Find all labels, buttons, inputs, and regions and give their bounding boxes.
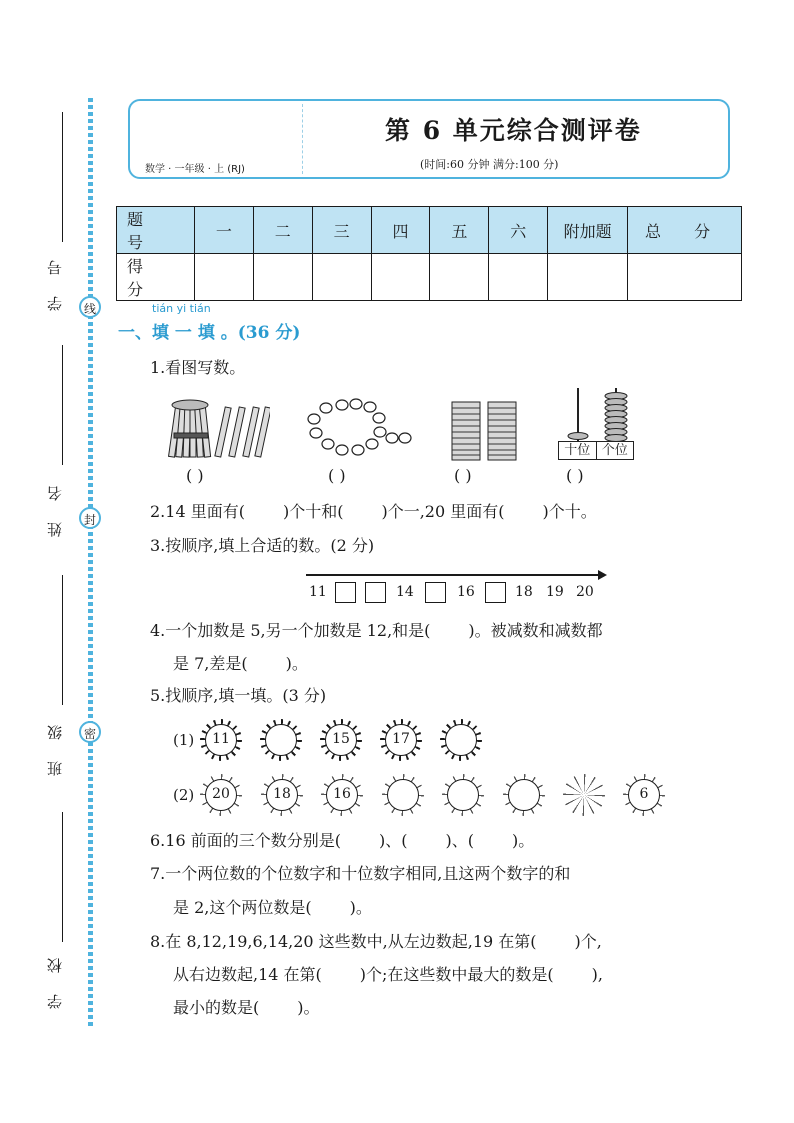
q6-text-2: )、(	[378, 831, 408, 850]
q5-row2-label: (2)	[173, 786, 195, 804]
time-info: (时间:60 分钟 满分:100 分)	[420, 158, 559, 171]
nl-blank-box[interactable]	[335, 582, 356, 603]
q8-line-3	[173, 995, 320, 1018]
flower[interactable]	[382, 774, 424, 816]
section-pinyin: tián yi tián	[152, 302, 211, 315]
name-label: 姓 名	[46, 478, 64, 538]
score-table	[116, 206, 742, 301]
nl-num-14: 14	[396, 584, 414, 600]
q8-text-1: 8.在 8,12,19,6,14,20 这些数中,从左边数起,19 在第(	[150, 932, 537, 951]
flower-number: 20	[205, 779, 237, 811]
subject-label: 数学 · 一年级 · 上 (RJ)	[145, 164, 245, 175]
flower-number: 18	[266, 779, 298, 811]
flower-number: 11	[205, 724, 237, 756]
q1-answer-blank-2[interactable]: ( )	[328, 466, 346, 485]
abacus-labels	[558, 441, 634, 460]
nl-num-16: 16	[457, 584, 475, 600]
col-total: 总 分	[628, 207, 742, 254]
q2-text-4: )个十。	[542, 502, 597, 521]
flower[interactable]	[503, 774, 545, 816]
col-6: 六	[489, 207, 548, 254]
q6-text-3: )、(	[445, 831, 474, 850]
score-cell[interactable]	[371, 254, 430, 301]
q8-text-5: ),	[591, 965, 603, 984]
nl-num-20: 20	[576, 584, 594, 600]
score-cell[interactable]	[253, 254, 312, 301]
score-cell[interactable]	[312, 254, 371, 301]
q7-line-1: 7.一个两位数的个位数字和十位数字相同,且这两个数字的和	[150, 864, 571, 883]
col-2: 二	[253, 207, 312, 254]
q5-text: 5.找顺序,填一填。(3 分)	[150, 686, 327, 705]
col-3: 三	[312, 207, 371, 254]
flower-blank[interactable]	[508, 779, 540, 811]
score-cell[interactable]	[489, 254, 548, 301]
q1-answer-blank-3[interactable]: ( )	[454, 466, 472, 485]
flower[interactable]	[260, 719, 302, 761]
score-cell[interactable]	[548, 254, 628, 301]
flower-blank[interactable]	[387, 779, 419, 811]
score-cell[interactable]	[628, 254, 742, 301]
nl-blank-box[interactable]	[365, 582, 386, 603]
flower-number: 6	[628, 779, 660, 811]
q2-text-2: )个十和(	[282, 502, 344, 521]
flower-blank[interactable]	[445, 724, 477, 756]
number-line-arrow	[598, 570, 607, 580]
binding-mark-xian: 线	[79, 296, 101, 318]
flower-number: 15	[325, 724, 357, 756]
flower	[200, 774, 242, 816]
flower	[320, 719, 362, 761]
q3-text: 3.按顺序,填上合适的数。(2 分)	[150, 536, 375, 555]
sticks-picture	[160, 395, 270, 463]
student-id-line	[62, 112, 63, 242]
score-cell[interactable]	[430, 254, 489, 301]
q8-text-4: )个;在这些数中最大的数是(	[359, 965, 554, 984]
score-row-label: 得 分	[117, 254, 195, 301]
q8-text-6: 最小的数是(	[173, 998, 260, 1017]
question-number-header: 题 号	[117, 207, 195, 254]
col-1: 一	[194, 207, 253, 254]
binding-mark-mi: 密	[79, 721, 101, 743]
class-label: 班 级	[46, 717, 64, 777]
q1-answer-blank-4[interactable]: ( )	[566, 466, 584, 485]
number-line	[306, 574, 600, 576]
q4-line-2	[173, 651, 308, 674]
flower	[623, 774, 665, 816]
col-5: 五	[430, 207, 489, 254]
header-divider	[302, 104, 303, 174]
q2-text-1: 2.14 里面有(	[150, 502, 245, 521]
q8-line-2	[173, 962, 603, 985]
q4-text-2: )。被减数和减数都	[468, 621, 603, 640]
flower[interactable]	[442, 774, 484, 816]
q7-text-3: )。	[349, 898, 372, 917]
flower-blank[interactable]	[265, 724, 297, 756]
q4-text-1: 4.一个加数是 5,另一个加数是 12,和是(	[150, 621, 431, 640]
nl-num-19: 19	[546, 584, 564, 600]
flower	[380, 719, 422, 761]
flower-blank[interactable]	[447, 779, 479, 811]
abacus-picture	[558, 386, 636, 442]
q6	[150, 828, 534, 851]
page-title: 第 6 单元综合测评卷	[385, 116, 642, 145]
nl-num-11: 11	[309, 584, 327, 600]
tens-label: 十位	[559, 442, 597, 459]
nl-blank-box[interactable]	[485, 582, 506, 603]
q8-text-2: )个,	[574, 932, 602, 951]
q5-row1-label: (1)	[173, 731, 195, 749]
binding-mark-feng: 封	[79, 507, 101, 529]
q2-text-3: )个一,20 里面有(	[381, 502, 505, 521]
q6-text-1: 6.16 前面的三个数分别是(	[150, 831, 341, 850]
q1-text: 1.看图写数。	[150, 358, 246, 377]
flower[interactable]	[440, 719, 482, 761]
q2	[150, 499, 597, 522]
q4-text-4: )。	[285, 654, 308, 673]
school-line	[62, 812, 63, 942]
flower-number: 16	[326, 779, 358, 811]
q7-text-2: 是 2,这个两位数是(	[173, 898, 312, 917]
ones-label: 个位	[601, 443, 628, 458]
beads-picture	[300, 398, 415, 460]
bundles-picture	[450, 401, 520, 461]
q8-text-7: )。	[297, 998, 320, 1017]
col-4: 四	[371, 207, 430, 254]
flower-number: 17	[385, 724, 417, 756]
binding-dotted-line	[88, 98, 93, 1028]
col-bonus: 附加题	[548, 207, 628, 254]
q1-answer-blank-1[interactable]: ( )	[186, 466, 204, 485]
q8-text-3: 从右边数起,14 在第(	[173, 965, 322, 984]
name-line	[62, 345, 63, 465]
q4-text-3: 是 7,差是(	[173, 654, 248, 673]
q7-line-2	[173, 895, 372, 918]
q6-text-4: )。	[511, 831, 535, 850]
flower[interactable]	[563, 774, 605, 816]
q8-line-1	[150, 929, 602, 952]
section-title: 一、填 一 填 。(36 分)	[118, 323, 301, 343]
nl-num-18: 18	[515, 584, 533, 600]
flower	[261, 774, 303, 816]
flower	[321, 774, 363, 816]
score-cell[interactable]	[194, 254, 253, 301]
nl-blank-box[interactable]	[425, 582, 446, 603]
student-id-label: 学 号	[46, 252, 64, 312]
q4-line-1	[150, 618, 603, 641]
school-label: 学 校	[46, 950, 64, 1010]
class-line	[62, 575, 63, 705]
flower	[200, 719, 242, 761]
